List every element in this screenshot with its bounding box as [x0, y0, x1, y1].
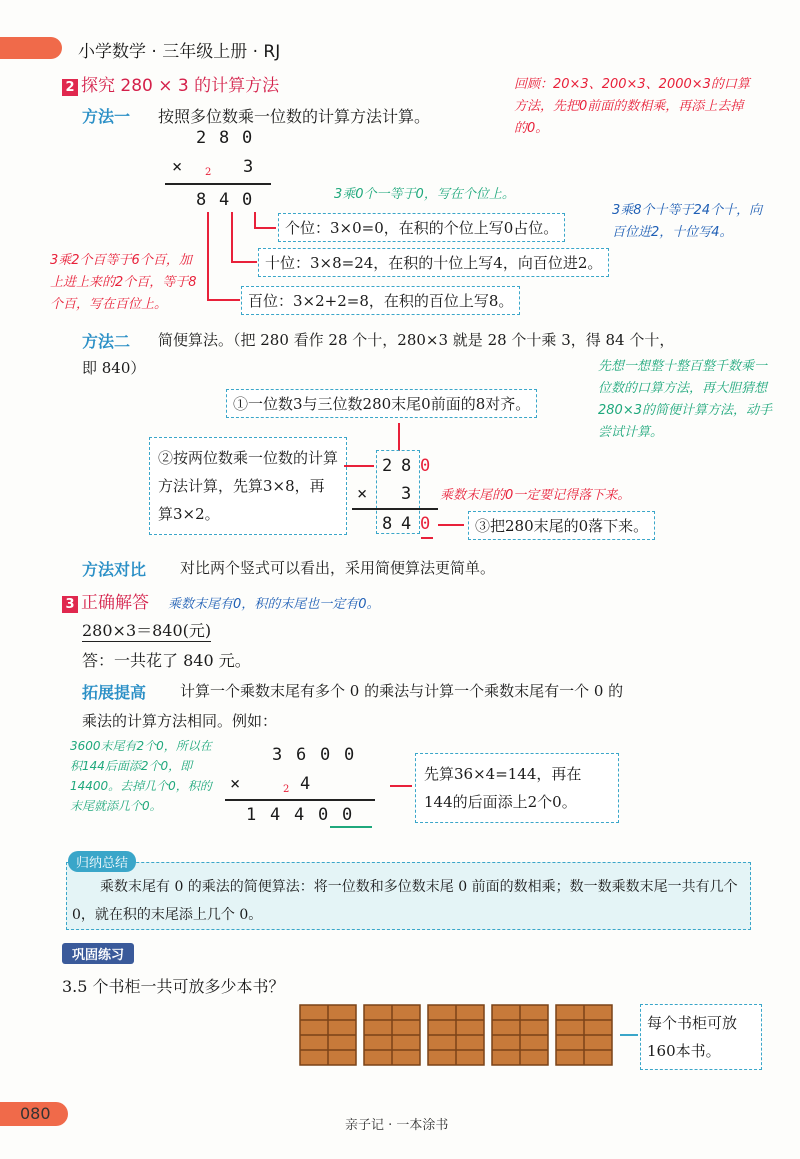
- calc2-result: [382, 514, 439, 534]
- calc1-carry: 2: [205, 167, 212, 178]
- box-two-digit: ②按两位数乘一位数的计算方法计算，先算3×8，再算3×2。: [149, 437, 347, 535]
- digit: 0: [318, 805, 329, 825]
- arrow-up: [398, 423, 400, 451]
- section-number: 2: [62, 79, 78, 96]
- practice-arrow: [620, 1034, 638, 1036]
- note-guess: 先想一想整十整百整千数乘一位数的口算方法，再大胆猜想280×3的简便计算方法，动手尝试计算。: [598, 359, 772, 440]
- practice-note: 每个书柜可放160本书。: [640, 1004, 762, 1070]
- digit: 2: [196, 128, 207, 148]
- practice-question: 3.5 个书柜一共可放多少本书？: [62, 977, 285, 996]
- bookshelf-icons: [298, 1003, 618, 1067]
- digit: 8: [382, 514, 393, 534]
- note-tens: 3乘8个十等于24个十，向百位进2，十位写4。: [612, 203, 763, 240]
- summary-title: 归纳总结: [68, 851, 136, 872]
- method2-label: 方法二: [82, 332, 131, 351]
- digit: 0: [242, 190, 253, 210]
- connector-hundreds-h: [207, 299, 240, 301]
- extend-label: 拓展提高: [82, 683, 147, 702]
- summary-text: 乘数末尾有 0 的乘法的简便算法：将一位数和多位数末尾 0 前面的数相乘；数一数乘数末尾一共有几个 0，就在积的末尾添上几个 0。: [72, 879, 738, 923]
- digit: 3: [272, 745, 283, 765]
- calc1-mult-symbol: ×: [172, 157, 183, 177]
- note-ones: 3乘0个一等于0，写在个位上。: [334, 187, 515, 202]
- connector-tens: [231, 212, 233, 262]
- box-ones: 个位：3×0=0，在积的个位上写0占位。: [278, 213, 565, 242]
- box-tens: 十位：3×8=24，在积的十位上写4，向百位进2。: [258, 248, 609, 277]
- method1-text: 按照多位数乘一位数的计算方法计算。: [158, 107, 431, 126]
- digit: 8: [401, 456, 412, 476]
- method2-text-2: 即 840）: [82, 359, 146, 377]
- box-align: ①一位数3与三位数280末尾0前面的8对齐。: [226, 389, 537, 418]
- ex-mult-symbol: ×: [230, 774, 241, 794]
- digit-zero: 0: [420, 514, 431, 534]
- digit: 4: [270, 805, 281, 825]
- ex-box: 先算36×4=144，再在144的后面添上2个0。: [415, 753, 619, 823]
- ex-result: [246, 805, 366, 825]
- compare-text: 对比两个竖式可以看出，采用简便算法更简单。: [180, 559, 496, 577]
- digit: 1: [246, 805, 257, 825]
- equation: 280×3＝840(元): [82, 618, 211, 642]
- note-answer: 乘数末尾有0，积的末尾也一定有0。: [168, 597, 380, 612]
- extend-text: 计算一个乘数末尾有多个 0 的乘法与计算一个乘数末尾有一个 0 的: [180, 682, 624, 700]
- note-review: 回顾：20×3、200×3、2000×3的口算方法，先把0前面的数相乘，再添上去掉的0。: [514, 77, 750, 136]
- section-title-text: 探究 280 × 3 的计算方法: [81, 76, 280, 96]
- bookshelves: [298, 1003, 618, 1071]
- method1-label: 方法一: [82, 107, 131, 126]
- section-number: 3: [62, 596, 78, 613]
- digit: 4: [294, 805, 305, 825]
- footer-brand: 亲子记 · 一本涂书: [345, 1118, 449, 1133]
- connector-ones: [254, 212, 256, 228]
- digit: 0: [242, 128, 253, 148]
- page-number: 080: [0, 1102, 68, 1126]
- digit: 0: [344, 745, 355, 765]
- answer: 答：一共花了 840 元。: [82, 651, 251, 670]
- calc1-result: [196, 190, 265, 210]
- extend-text-2: 乘法的计算方法相同。例如：: [82, 712, 278, 730]
- box-hundreds: 百位：3×2+2=8，在积的百位上写8。: [241, 286, 520, 315]
- note-hundreds: 3乘2个百等于6个百，加上进上来的2个百，等于8个百，写在百位上。: [50, 253, 197, 312]
- page-header-title: 小学数学 · 三年级上册 · RJ: [78, 42, 281, 62]
- ex-row1: [272, 745, 368, 765]
- arrow-drop: [438, 524, 464, 526]
- digit: 4: [219, 190, 230, 210]
- digit: 4: [401, 514, 412, 534]
- digit: 6: [296, 745, 307, 765]
- calc2-line: [352, 508, 438, 510]
- section-title-text: 正确解答: [81, 593, 149, 613]
- section-3-title: [62, 588, 149, 613]
- digit: 3: [401, 484, 412, 504]
- connector-ones-h: [254, 227, 276, 229]
- zero-underline: [421, 537, 433, 539]
- mult-symbol: ×: [357, 484, 368, 504]
- ex-arrow: [390, 785, 412, 787]
- digit: 0: [342, 805, 353, 825]
- method2-text: 简便算法。（把 280 看作 28 个十，280×3 就是 28 个十乘 3，得 84 个十，: [158, 331, 675, 349]
- practice-title: 巩固练习: [62, 943, 134, 964]
- digit: 8: [219, 128, 230, 148]
- calc1-line: [165, 183, 271, 185]
- digit: 0: [320, 745, 331, 765]
- ex-carry: 2: [283, 784, 290, 795]
- section-2-title: [62, 71, 279, 96]
- box-drop: ③把280末尾的0落下来。: [468, 511, 655, 540]
- calc2-row2: [357, 484, 411, 504]
- calc2-row1: [382, 456, 439, 476]
- ex-zero-underline: [330, 826, 372, 828]
- digit-zero: 0: [420, 456, 431, 476]
- note-drop-zero: 乘数末尾的0一定要记得落下来。: [440, 488, 631, 503]
- connector-hundreds: [207, 212, 209, 300]
- calc1-multiplier: 3: [243, 157, 254, 177]
- connector-tens-h: [231, 261, 257, 263]
- header-tab: [0, 37, 62, 59]
- ex-line: [225, 799, 375, 801]
- ex-multiplier: 4: [300, 774, 311, 794]
- calc1-row1: [196, 128, 265, 148]
- compare-label: 方法对比: [82, 560, 147, 579]
- note-example: 3600末尾有2个0，所以在积144后面添2个0，即14400。去掉几个0，积的末尾就添几个0。: [70, 739, 212, 813]
- arrow-left: [344, 465, 374, 467]
- digit: 8: [196, 190, 207, 210]
- digit: 2: [382, 456, 393, 476]
